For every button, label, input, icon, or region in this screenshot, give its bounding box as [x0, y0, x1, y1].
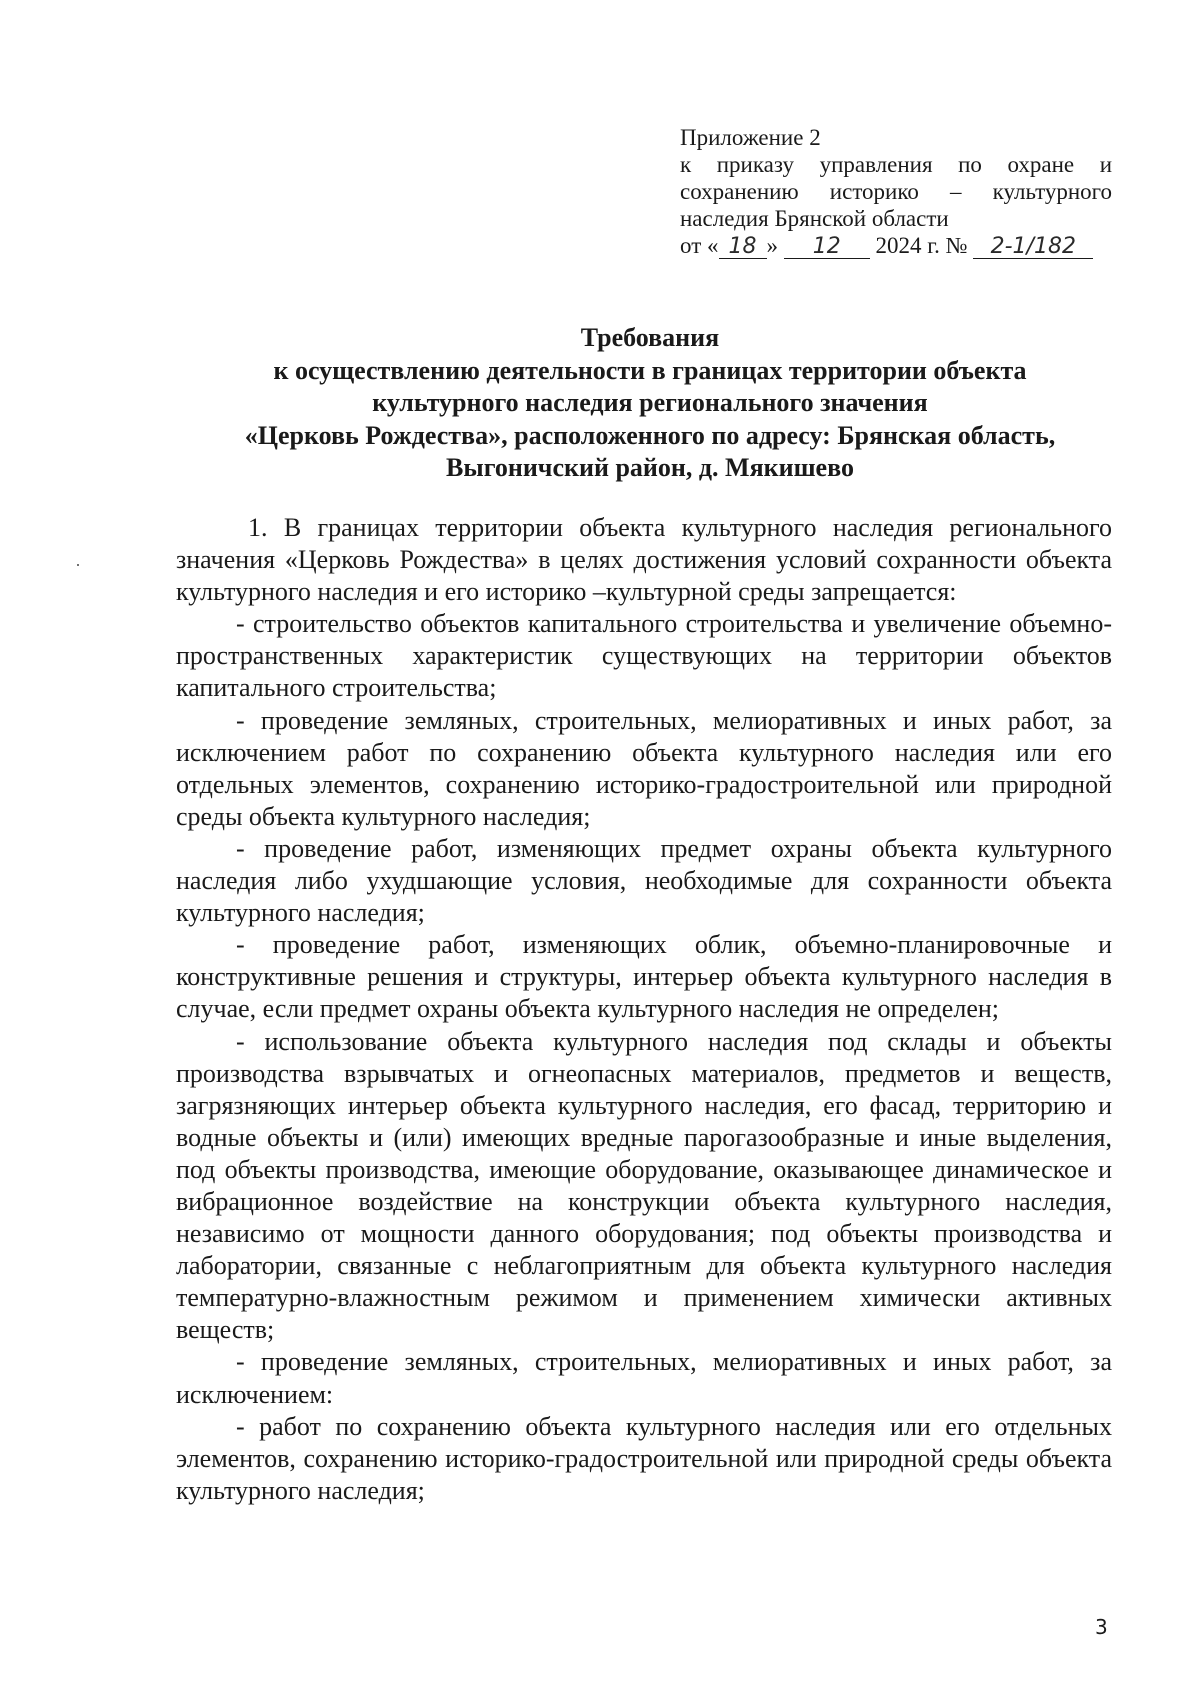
order-reference-line-2: сохранению историко – культурного [680, 179, 1112, 204]
paragraph-8: - работ по сохранению объекта культурного наследия или его отдельных элементов, сохранению историко-градостроительной или природной среды объекта культурного наследия; [176, 1411, 1112, 1505]
paragraph-3: - проведение земляных, строительных, мелиоративных и иных работ, за исключением работ по сохранению объекта культурного наследия или его отдельных элементов, сохранению историко-градостроительной или природной среды объекта культурного наследия; [176, 705, 1112, 831]
order-reference-line-3: наследия Брянской области [680, 206, 949, 231]
handwritten-day: 18 [719, 236, 767, 259]
date-mid: » [766, 233, 778, 258]
title-line-3: культурного наследия регионального значения [372, 388, 928, 417]
scan-speck [77, 564, 79, 566]
handwritten-month: 12 [784, 236, 870, 259]
order-date-line [680, 232, 1112, 259]
paragraph-2: - строительство объектов капитального строительства и увеличение объемно-пространственных характеристик существующих на территории объектов капитального строительства; [176, 609, 1112, 703]
document-title [130, 322, 1170, 485]
appendix-header [680, 124, 1112, 259]
paragraph-5: - проведение работ, изменяющих облик, объемно-планировочные и конструктивные решения и структуры, интерьер объекта культурного наследия в случае, если предмет охраны объекта культурного наследия не определен; [176, 930, 1112, 1024]
document-body [176, 512, 1112, 1507]
paragraph-4: - проведение работ, изменяющих предмет охраны объекта культурного наследия либо ухудшающие условия, необходимые для сохранности объекта культурного наследия; [176, 833, 1112, 928]
page-number: 3 [1095, 1615, 1108, 1639]
handwritten-order-number: 2-1/182 [973, 236, 1093, 259]
title-line-5: Выгоничский район, д. Мякишево [446, 453, 854, 482]
title-line-2: к осуществлению деятельности в границах территории объекта [273, 355, 1027, 385]
paragraph-6: - использование объекта культурного наследия под склады и объекты производства взрывчатых и огнеопасных материалов, предметов и веществ, загрязняющих интерьер объекта культурного наследия, его фасад, территорию и водные объекты и (или) имеющих вредные парогазообразные и иные выделения, под объекты производства, имеющие оборудование, оказывающее динамическое и вибрационное воздействие на конструкции объекта культурного наследия, независимо от мощности данного оборудования; под объекты производства и лаборатории, связанные с неблагоприятным для объекта культурного наследия температурно-влажностным режимом и применением химически активных веществ; [176, 1026, 1112, 1345]
paragraph-1: 1. В границах территории объекта культурного наследия регионального значения «Церковь Рождества» в целях достижения условий сохранности объекта культурного наследия и его историко –культурной среды запрещается: [176, 513, 1112, 607]
paragraph-7: - проведение земляных, строительных, мелиоративных и иных работ, за исключением: [176, 1347, 1112, 1409]
title-line-1: Требования [580, 323, 720, 352]
order-reference-line-1: к приказу управления по охране и [680, 152, 1112, 177]
year-and-number-label: 2024 г. № [875, 233, 968, 258]
title-line-4: «Церковь Рождества», расположенного по адресу: Брянская область, [244, 420, 1056, 450]
date-prefix: от « [680, 233, 719, 258]
appendix-label: Приложение 2 [680, 125, 821, 150]
